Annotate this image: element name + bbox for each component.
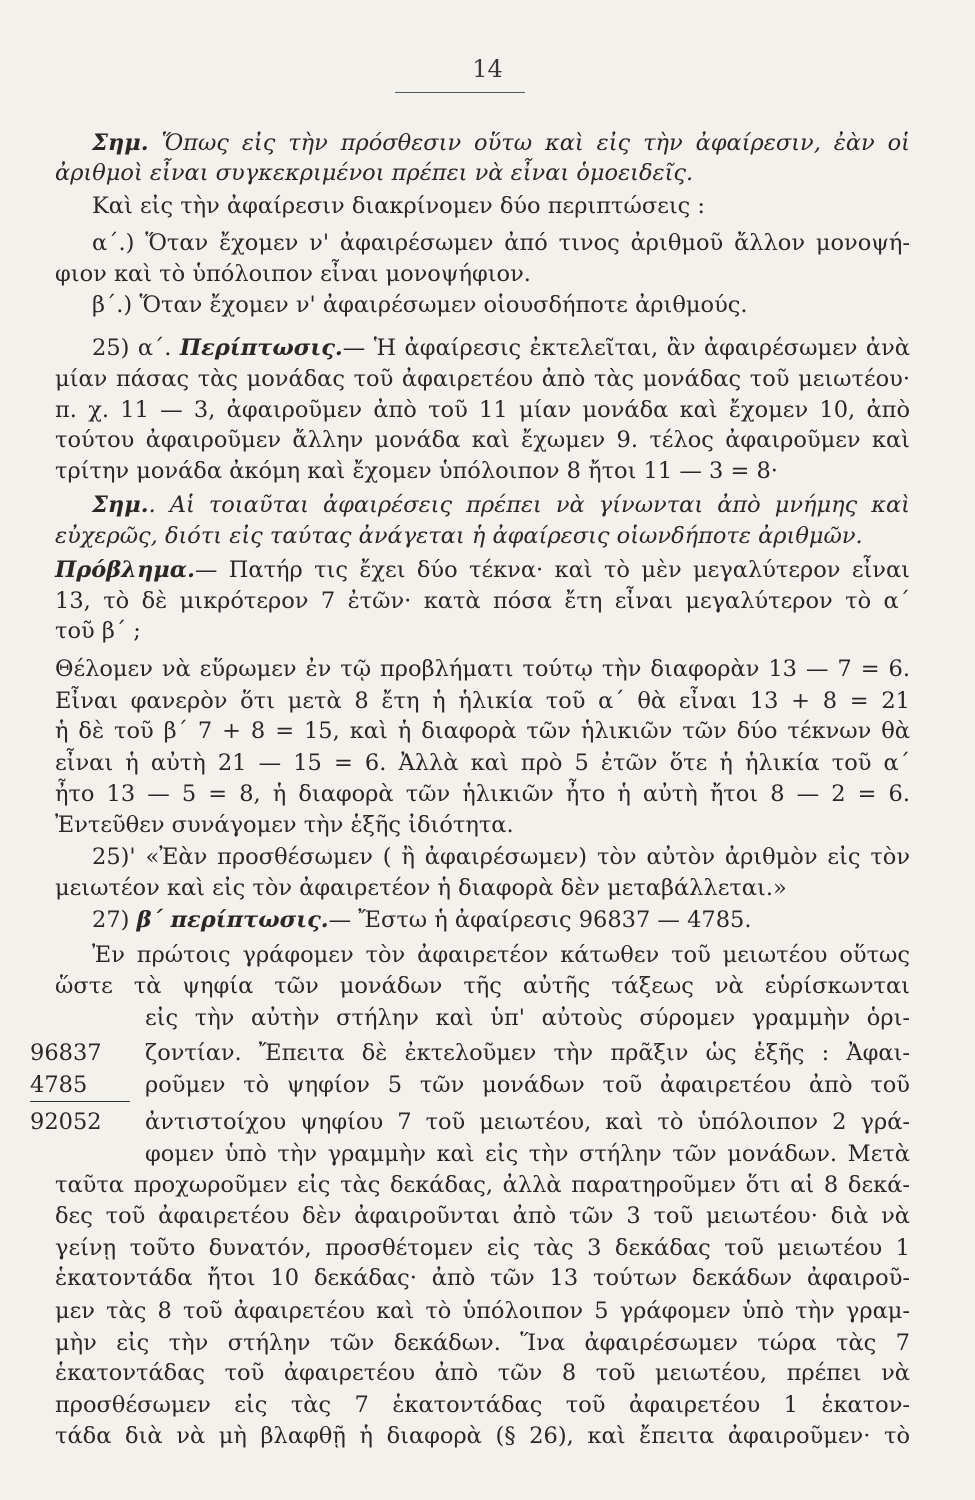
line-text: Εἶναι φανερὸν ὅτι μετὰ 8 ἔτη ἡ ἡλικία τοῦ α΄ θὰ εἶναι 13 + 8 = 21 <box>55 688 910 714</box>
line-text: τάδα διὰ νὰ μὴ βλαφθῇ ἡ διαφορὰ (§ 26), καὶ ἔπειτα ἀφαιροῦμεν· τὸ <box>55 1423 910 1449</box>
line-text: ἀριθμοὶ εἶναι συγκεκριμένοι πρέπει νὰ εἶναι ὁμοειδεῖς. <box>55 160 694 186</box>
line-text: τοῦ β΄ ; <box>55 618 141 644</box>
text-line <box>92 905 772 935</box>
line-text: ζοντίαν. Ἔπειτα δὲ ἐκτελοῦμεν τὴν πρᾶξιν ὡς ἑξῆς : Ἀφαι- <box>145 1040 910 1066</box>
calc-underline <box>30 1101 130 1102</box>
calc-subtrahend: 4785 <box>30 1072 88 1098</box>
text-line <box>55 425 910 455</box>
line-text: εὐχερῶς, διότι εἰς ταύτας ἀνάγεται ἡ ἀφαίρεσις οἱωνδήποτε ἀριθμῶν. <box>55 523 863 549</box>
line-text: ἀντιστοίχου ψηφίου 7 τοῦ μειωτέου, καὶ τὸ ὑπόλοιπον 2 γρά- <box>145 1109 910 1135</box>
line-text: μὴν εἰς τὴν στήλην τῶν δεκάδων. Ἵνα ἀφαιρέσωμεν τώρα τὰς 7 <box>55 1330 910 1356</box>
text-line <box>55 521 863 551</box>
text-line <box>55 716 910 746</box>
line-text: ἑκατοντάδας τοῦ ἀφαιρετέου ἀπὸ τῶν 8 τοῦ μειωτέου, πρέπει νὰ <box>55 1360 910 1386</box>
calc-difference: 92052 <box>30 1109 102 1135</box>
text-line <box>55 259 535 289</box>
text-line <box>55 395 910 425</box>
text-line <box>55 1263 910 1293</box>
line-text: τρίτην μονάδα ἀκόμη καὶ ἔχομεν ὑπόλοιπον 8 ἤτοι 11 — 3 = 8· <box>55 458 778 484</box>
line-text: φιον καὶ τὸ ὑπόλοιπον εἶναι μονοψήφιον. <box>55 261 531 287</box>
text-line <box>92 490 910 520</box>
line-text: ροῦμεν τὸ ψηφίον 5 τῶν μονάδων τοῦ ἀφαιρετέου ἀπὸ τοῦ <box>145 1072 910 1098</box>
text-line <box>55 364 910 394</box>
text-line <box>55 1390 910 1420</box>
line-text: φομεν ὑπὸ τὴν γραμμὴν καὶ εἰς τὴν στήλην τῶν μονάδων. Μετὰ <box>145 1141 910 1167</box>
line-heading: Σημ. <box>92 492 149 518</box>
text-line <box>55 873 787 903</box>
line-prefix: 27) <box>92 907 137 933</box>
text-line <box>55 779 910 809</box>
text-line <box>92 940 910 970</box>
text-line <box>55 1201 910 1231</box>
line-text: ἡ δὲ τοῦ β΄ 7 + 8 = 15, καὶ ἡ διαφορὰ τῶν ἡλικιῶν τῶν δύο τέκνων θὰ <box>55 718 910 744</box>
page-number: 14 <box>472 55 503 83</box>
line-text: ταῦτα προχωροῦμεν εἰς τὰς δεκάδας, ἀλλὰ παρατηροῦμεν ὅτι αἱ 8 δεκά- <box>55 1172 910 1198</box>
line-heading: Περίπτωσις. <box>179 335 343 361</box>
line-text: εἰς τὴν αὐτὴν στήλην καὶ ὑπ' αὐτοὺς σύρομεν γραμμὴν ὁρι- <box>145 1005 910 1031</box>
text-line <box>55 748 910 778</box>
line-text: μειωτέον καὶ εἰς τὸν ἀφαιρετέον ἡ διαφορὰ δὲν μεταβάλλεται.» <box>55 875 787 901</box>
text-line <box>55 686 910 716</box>
text-line <box>55 971 910 1001</box>
line-prefix: 25) α΄. <box>92 335 180 361</box>
line-text: α΄.) Ὅταν ἔχομεν ν' ἀφαιρέσωμεν ἀπό τινος ἀριθμοῦ ἄλλον μονοψή- <box>92 230 910 256</box>
text-line <box>145 1070 910 1100</box>
line-text: ἑκατοντάδα ἤτοι 10 δεκάδας· ἀπὸ τῶν 13 τούτων δεκάδων ἀφαιροῦ- <box>55 1265 910 1291</box>
line-heading: Πρόβλημα. <box>55 557 195 583</box>
text-line <box>145 1139 910 1169</box>
line-text: — Ἔστω ἡ ἀφαίρεσις 96837 — 4785. <box>328 907 752 933</box>
line-text: Ἐν πρώτοις γράφομεν τὸν ἀφαιρετέον κάτωθεν τοῦ μειωτέου οὕτως <box>92 942 910 968</box>
text-line <box>145 1107 910 1137</box>
text-line <box>92 228 910 258</box>
text-line <box>55 1170 910 1200</box>
line-text: β΄.) Ὅταν ἔχομεν ν' ἀφαιρέσωμεν οἱουσδήποτε ἀριθμούς. <box>92 292 748 318</box>
line-text: π. χ. 11 — 3, ἀφαιροῦμεν ἀπὸ τοῦ 11 μίαν μονάδα καὶ ἔχομεν 10, ἀπὸ <box>55 397 910 423</box>
text-line <box>145 1003 910 1033</box>
line-text: γείνῃ τοῦτο δυνατόν, προσθέτομεν εἰς τὰς 3 δεκάδας τοῦ μειωτέου 1 <box>55 1235 910 1261</box>
text-line <box>55 616 175 646</box>
line-heading: Σημ. <box>92 130 149 156</box>
text-line <box>55 1328 910 1358</box>
line-text: μίαν πάσας τὰς μονάδας τοῦ ἀφαιρετέου ἀπὸ τὰς μονάδας τοῦ μειωτέου· <box>55 366 910 392</box>
text-line <box>55 810 575 840</box>
text-line <box>55 456 815 486</box>
line-text: 25)' «Ἐὰν προσθέσωμεν ( ἢ ἀφαιρέσωμεν) τὸν αὐτὸν ἀριθμὸν εἰς τὸν <box>92 844 910 870</box>
text-line <box>92 333 910 363</box>
text-line <box>55 586 910 616</box>
text-line <box>55 1358 910 1388</box>
line-text: τούτου ἀφαιροῦμεν ἄλλην μονάδα καὶ ἔχωμεν 9. τέλος ἀφαιροῦμεν καὶ <box>55 427 910 453</box>
text-line <box>55 1296 910 1326</box>
line-text: Ἐντεῦθεν συνάγομεν τὴν ἑξῆς ἰδιότητα. <box>55 812 514 838</box>
text-line <box>92 191 706 221</box>
line-text: εἶναι ἡ αὐτὴ 21 — 15 = 6. Ἀλλὰ καὶ πρὸ 5 ἐτῶν ὅτε ἡ ἡλικία τοῦ α΄ <box>55 750 910 776</box>
line-text: δες τοῦ ἀφαιρετέου δὲν ἀφαιροῦνται ἀπὸ τῶν 3 τοῦ μειωτέου· διὰ νὰ <box>55 1203 910 1229</box>
text-line <box>55 1233 910 1263</box>
text-line <box>55 1421 910 1451</box>
line-text: προσθέσωμεν εἰς τὰς 7 ἑκατοντάδας τοῦ ἀφαιρετέου 1 ἑκατον- <box>55 1392 910 1418</box>
line-text: Θέλομεν νὰ εὕρωμεν ἐν τῷ προβλήματι τούτῳ τὴν διαφορὰν 13 — 7 = 6. <box>55 656 910 682</box>
line-text: ἦτο 13 — 5 = 8, ἡ διαφορὰ τῶν ἡλικιῶν ἦτο ἡ αὐτὴ ἤτοι 8 — 2 = 6. <box>55 781 910 807</box>
line-text: ὥστε τὰ ψηφία τῶν μονάδων τῆς αὐτῆς τάξεως νὰ εὑρίσκωνται <box>55 973 910 999</box>
text-line <box>92 128 910 158</box>
text-line <box>145 1038 910 1068</box>
line-text: — Ἡ ἀφαίρεσις ἐκτελεῖται, ἂν ἀφαιρέσωμεν ἀνὰ <box>342 335 910 361</box>
line-text: μεν τὰς 8 τοῦ ἀφαιρετέου καὶ τὸ ὑπόλοιπον 5 γράφομεν ὑπὸ τὴν γραμ- <box>55 1298 910 1324</box>
line-heading: β΄ περίπτωσις. <box>136 907 329 933</box>
text-line <box>55 555 910 585</box>
text-line <box>55 654 910 684</box>
text-line <box>92 842 910 872</box>
calc-minuend: 96837 <box>30 1040 102 1066</box>
text-line <box>92 290 748 320</box>
line-text: . Αἱ τοιαῦται ἀφαιρέσεις πρέπει νὰ γίνωνται ἀπὸ μνήμης καὶ <box>148 492 910 518</box>
line-text: 13, τὸ δὲ μικρότερον 7 ἐτῶν· κατὰ πόσα ἔτη εἶναι μεγαλύτερον τὸ α΄ <box>55 588 910 614</box>
line-text: Ὅπως εἰς τὴν πρόσθεσιν οὕτω καὶ εἰς τὴν ἀφαίρεσιν, ἐὰν οἱ <box>148 130 910 156</box>
line-text: — Πατήρ τις ἔχει δύο τέκνα· καὶ τὸ μὲν μεγαλύτερον εἶναι <box>194 557 910 583</box>
text-line <box>55 158 694 188</box>
line-text: Καὶ εἰς τὴν ἀφαίρεσιν διακρίνομεν δύο περιπτώσεις : <box>92 193 706 219</box>
header-rule <box>395 92 525 93</box>
